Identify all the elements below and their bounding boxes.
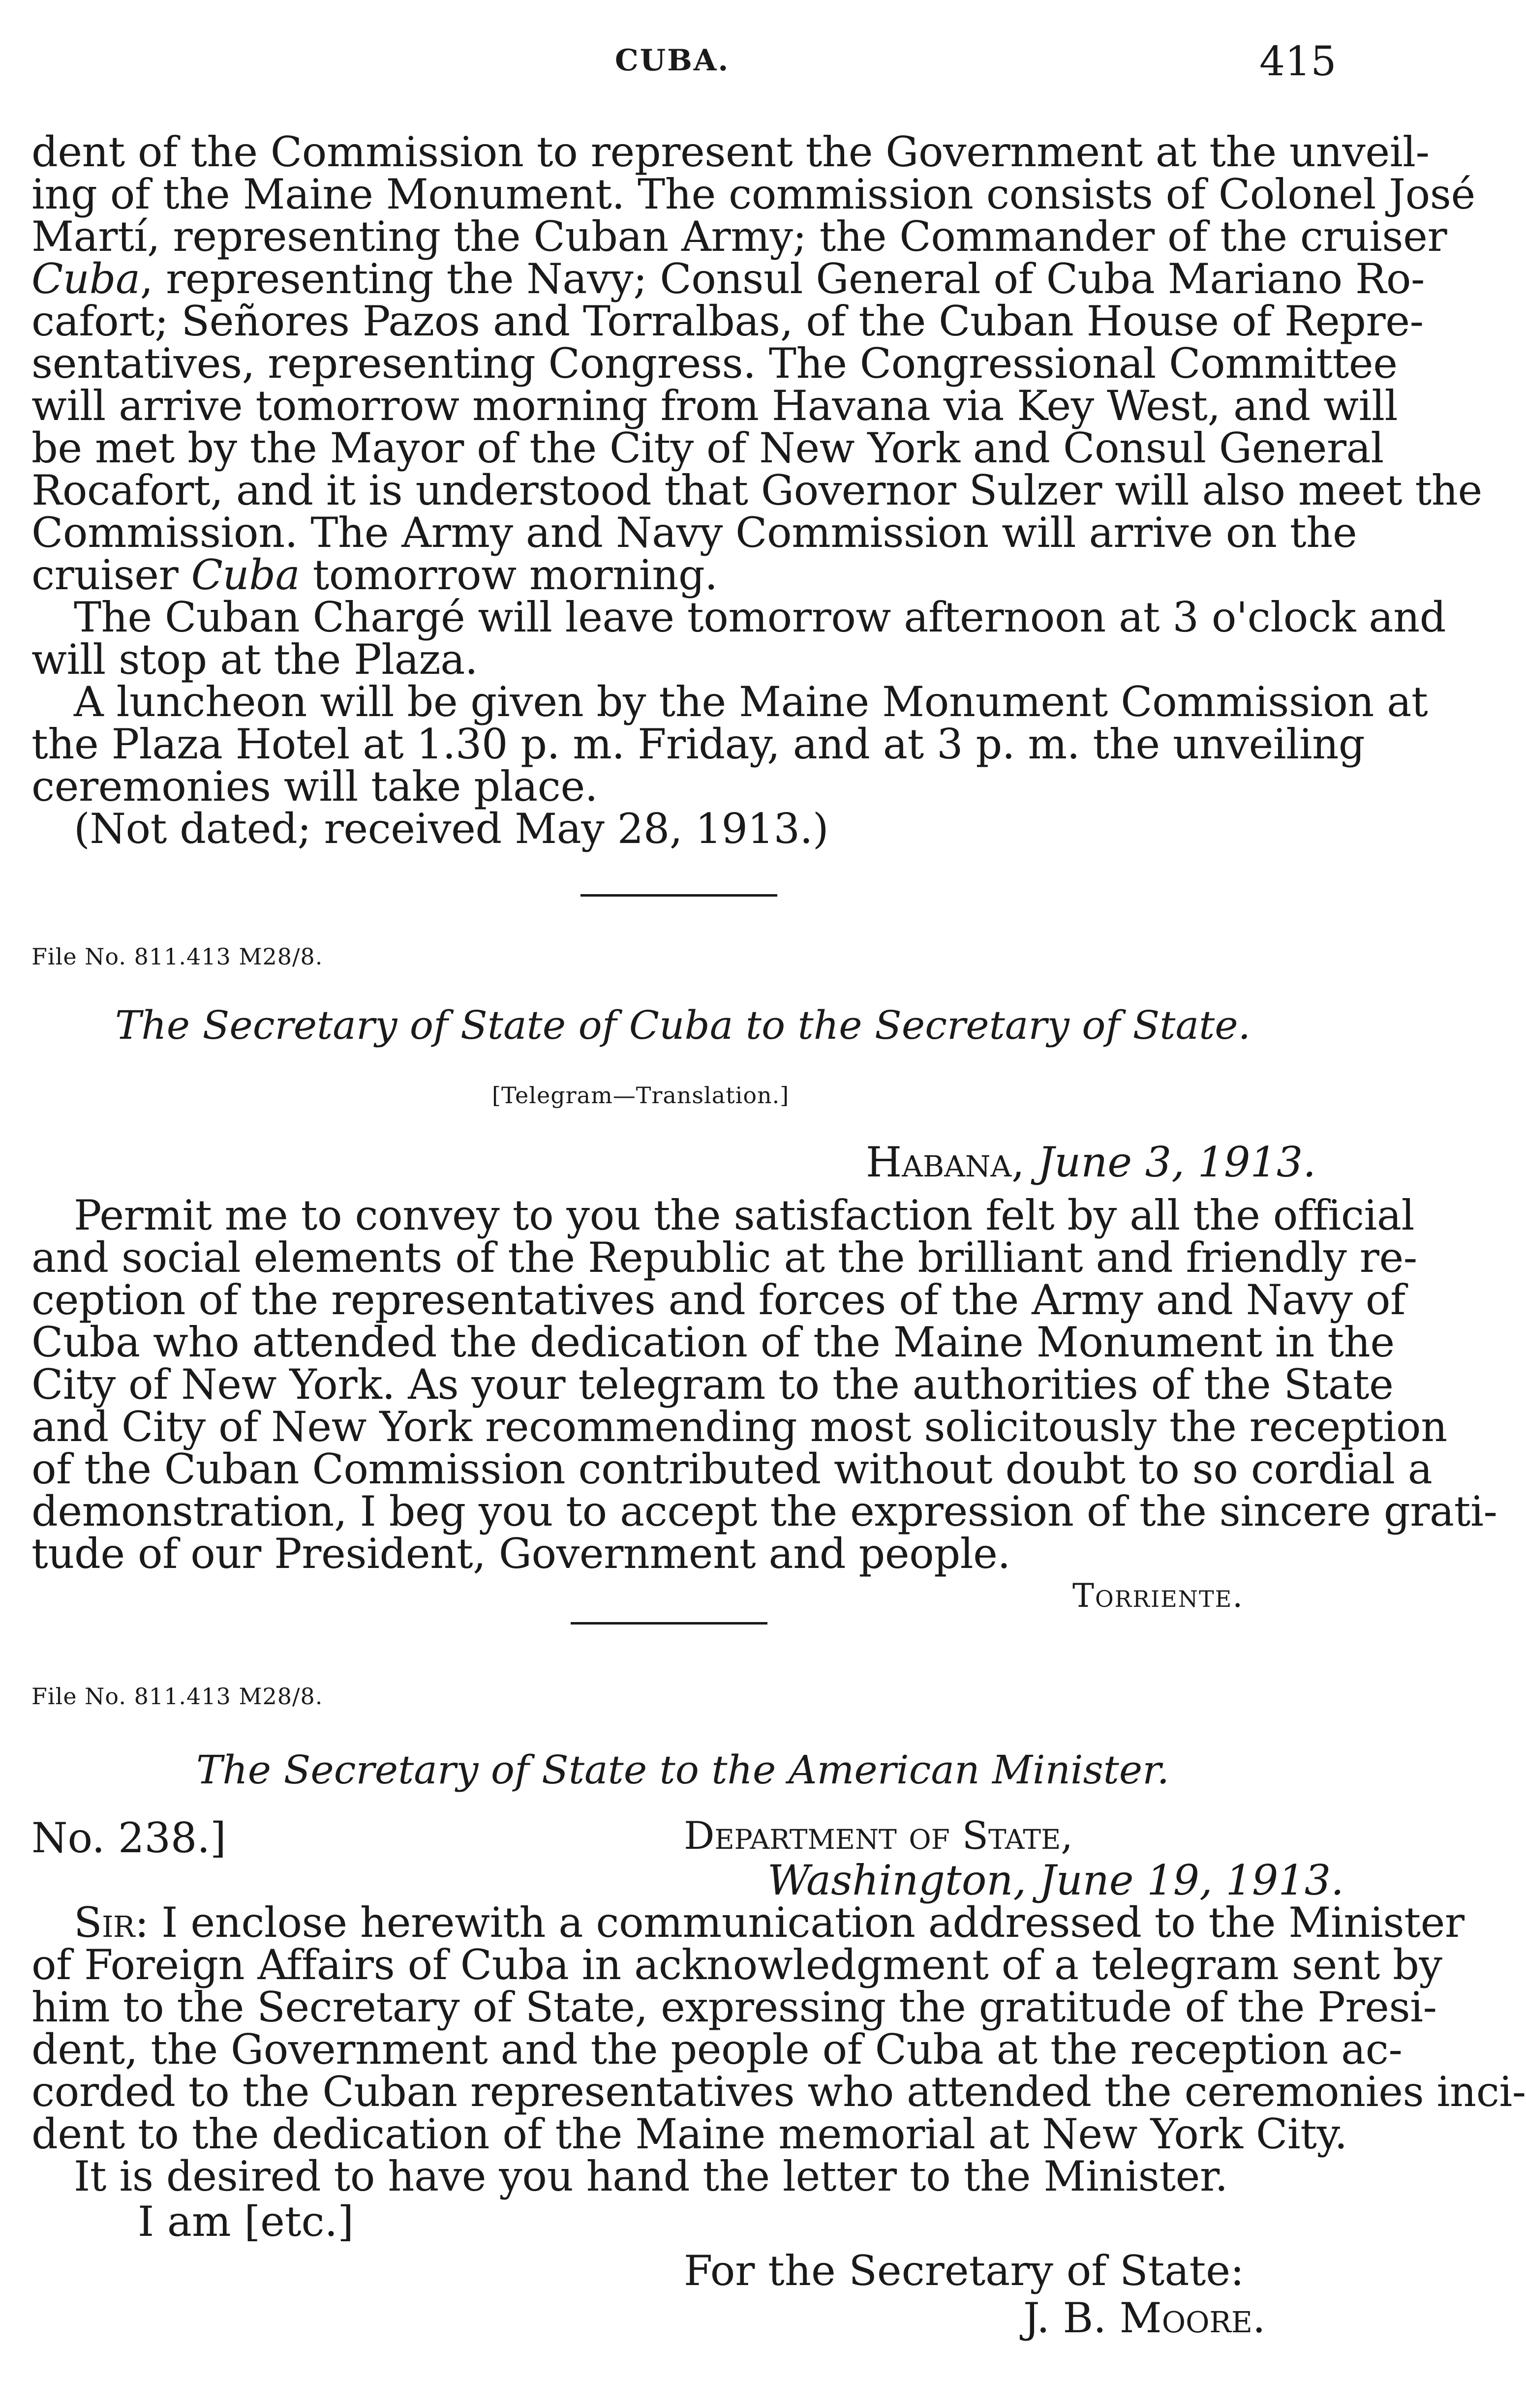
doc1-line: Martí, representing the Cuban Army; the Commander of the cruiser bbox=[31, 212, 1447, 261]
doc2-line: Permit me to convey to you the satisfaction felt by all the official bbox=[74, 1191, 1415, 1239]
doc2-line: and social elements of the Republic at the brilliant and friendly re- bbox=[31, 1234, 1417, 1282]
washington-dateline: Washington, June 19, 1913. bbox=[767, 1856, 1344, 1904]
doc2-line: of the Cuban Commission contributed without doubt to so cordial a bbox=[31, 1445, 1433, 1493]
document-heading: The Secretary of State of Cuba to the Secretary of State. bbox=[115, 1002, 1251, 1048]
doc1-line: will arrive tomorrow morning from Havana via Key West, and will bbox=[31, 382, 1398, 430]
dateline-date: June 3, 1913. bbox=[1038, 1138, 1316, 1186]
section-divider bbox=[580, 894, 777, 897]
doc3-line: dent to the dedication of the Maine memorial at New York City. bbox=[31, 2110, 1347, 2158]
running-title: CUBA. bbox=[615, 43, 730, 78]
doc1-line: The Cuban Chargé will leave tomorrow afternoon at 3 o'clock and bbox=[74, 593, 1446, 641]
doc1-line: ing of the Maine Monument. The commission consists of Colonel José bbox=[31, 170, 1475, 218]
for-secretary-line: For the Secretary of State: bbox=[684, 2247, 1245, 2295]
dateline-place: Habana, bbox=[866, 1138, 1025, 1186]
doc3-line: of Foreign Affairs of Cuba in acknowledgment of a telegram sent by bbox=[31, 1941, 1442, 1989]
doc1-date-note: (Not dated; received May 28, 1913.) bbox=[74, 805, 829, 853]
doc3-line: I enclose herewith a communication addressed to the Minister bbox=[161, 1898, 1465, 1947]
doc1-line: ceremonies will take place. bbox=[31, 762, 598, 811]
doc1-line: sentatives, representing Congress. The Congressional Committee bbox=[31, 339, 1398, 388]
doc2-line: tude of our President, Government and people. bbox=[31, 1530, 1010, 1578]
doc1-line: cruiser Cuba tomorrow morning. bbox=[31, 551, 718, 599]
file-number: File No. 811.413 M28/8. bbox=[31, 943, 323, 970]
doc1-line: the Plaza Hotel at 1.30 p. m. Friday, and at 3 p. m. the unveiling bbox=[31, 720, 1365, 768]
doc1-line: will stop at the Plaza. bbox=[31, 635, 478, 684]
signature-moore: J. B. Moore. bbox=[1023, 2294, 1266, 2342]
instruction-number: No. 238.] bbox=[31, 1814, 226, 1862]
doc2-line: demonstration, I beg you to accept the expression of the sincere grati- bbox=[31, 1487, 1497, 1535]
doc3-first-line bbox=[74, 1898, 1465, 1947]
document-heading: The Secretary of State to the American Minister. bbox=[196, 1747, 1170, 1793]
doc2-line: and City of New York recommending most solicitously the reception bbox=[31, 1403, 1447, 1451]
dateline bbox=[866, 1140, 1316, 1184]
doc3-line: dent, the Government and the people of Cuba at the reception ac- bbox=[31, 2025, 1403, 2074]
doc1-line: Cuba, representing the Navy; Consul General of Cuba Mariano Ro- bbox=[31, 255, 1425, 303]
salutation: Sir: bbox=[74, 1898, 149, 1947]
doc1-line: Rocafort, and it is understood that Governor Sulzer will also meet the bbox=[31, 466, 1482, 514]
doc3-line: him to the Secretary of State, expressing the gratitude of the Presi- bbox=[31, 1983, 1437, 2031]
telegram-note: [Telegram—Translation.] bbox=[492, 1082, 790, 1109]
page-number: 415 bbox=[1259, 38, 1337, 85]
doc1-line: be met by the Mayor of the City of New York and Consul General bbox=[31, 424, 1384, 472]
doc1-line: cafort; Señores Pazos and Torralbas, of the Cuban House of Repre- bbox=[31, 297, 1424, 345]
file-number: File No. 811.413 M28/8. bbox=[31, 1683, 323, 1710]
doc3-line: It is desired to have you hand the letter to the Minister. bbox=[74, 2152, 1228, 2200]
doc3-line: corded to the Cuban representatives who attended the ceremonies inci- bbox=[31, 2068, 1526, 2116]
doc1-line: Commission. The Army and Navy Commission will arrive on the bbox=[31, 509, 1357, 557]
signature-torriente: Torriente. bbox=[1072, 1577, 1244, 1615]
doc2-line: ception of the representatives and forces of the Army and Navy of bbox=[31, 1276, 1405, 1324]
closing-phrase: I am [etc.] bbox=[138, 2197, 354, 2246]
department-line: Department of State, bbox=[684, 1814, 1073, 1858]
doc2-line: City of New York. As your telegram to the authorities of the State bbox=[31, 1360, 1394, 1409]
section-divider bbox=[571, 1622, 767, 1625]
doc2-line: Cuba who attended the dedication of the Maine Monument in the bbox=[31, 1318, 1395, 1366]
doc1-line: A luncheon will be given by the Maine Monument Commission at bbox=[74, 678, 1428, 726]
doc1-line: dent of the Commission to represent the Government at the unveil- bbox=[31, 128, 1430, 176]
